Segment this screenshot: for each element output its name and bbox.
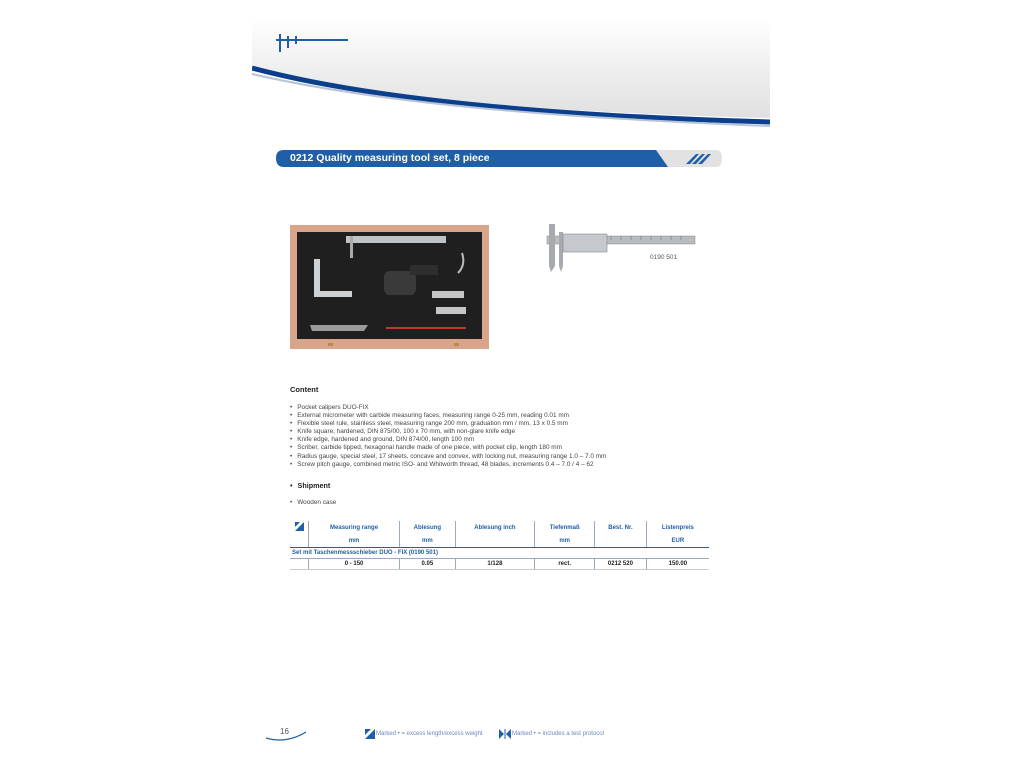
table-cell: 1/128 xyxy=(455,559,535,570)
table-cell: rect. xyxy=(535,559,595,570)
list-item: • Screw pitch gauge, combined metric ISO- and Whitworth thread, 48 blades, increments 0.4 – 7.0 / 4 – 62 xyxy=(290,461,606,469)
shipment-item: • Wooden case xyxy=(290,499,336,506)
caliper-code: 0190 501 xyxy=(650,254,678,261)
specs-table xyxy=(290,521,709,570)
header-banner xyxy=(252,18,770,130)
content-heading: Content xyxy=(290,385,319,394)
page-title: 0212 Quality measuring tool set, 8 piece xyxy=(290,152,490,164)
list-item: • Scriber, carbide tipped, hexagonal handle made of one piece, with pocket clip, length 180 mm xyxy=(290,444,606,452)
unit-cell: EUR xyxy=(646,536,709,548)
unit-cell: mm xyxy=(309,536,400,548)
footer-note-protocol: Marked • = includes a test protocol xyxy=(512,731,604,737)
list-item: • Knife square, hardened, DIN 875/00, 100 x 70 mm, with non-glare knife edge xyxy=(290,428,606,436)
list-item: • Flexible steel rule, stainless steel, measuring range 200 mm, graduation mm / mm, 13 x 0.5 mm xyxy=(290,420,606,428)
caliper-image xyxy=(541,222,696,276)
list-item: • External micrometer with carbide measuring faces, measuring range 0-25 mm, reading 0.01 mm xyxy=(290,412,606,420)
unit-cell xyxy=(595,536,647,548)
col-header: Measuring range xyxy=(309,521,400,536)
unit-cell xyxy=(290,536,309,548)
test-protocol-icon xyxy=(499,729,511,739)
table-group-row xyxy=(290,548,709,559)
table-cell: 150.00 xyxy=(646,559,709,570)
list-item: • Pocket calipers DUO-FIX xyxy=(290,404,606,412)
group-label: Set mit Taschenmessschieber DUO - FIX (0190 501) xyxy=(290,548,709,559)
table-units-row xyxy=(290,536,709,548)
unit-cell: mm xyxy=(400,536,456,548)
footer-note-excess: Marked • = excess length/excess weight xyxy=(376,731,483,737)
table-cell: 0 - 150 xyxy=(309,559,400,570)
col-header: Ablesung xyxy=(400,521,456,536)
content-list xyxy=(290,404,606,469)
unit-cell: mm xyxy=(535,536,595,548)
list-item: • Radius gauge, special steel, 17 sheets, concave and convex, with locking nut, measuring range 1.0 – 7.0 mm xyxy=(290,453,606,461)
table-cell: 0.05 xyxy=(400,559,456,570)
table-header-row xyxy=(290,521,709,536)
col-header: Tiefenmaß xyxy=(535,521,595,536)
tool-set-image xyxy=(290,225,489,349)
unit-cell xyxy=(455,536,535,548)
page-number: 16 xyxy=(280,727,289,736)
col-header: Best. Nr. xyxy=(595,521,647,536)
excess-length-icon xyxy=(365,729,375,739)
col-header: Listenpreis xyxy=(646,521,709,536)
col-header: Ablesung inch xyxy=(455,521,535,536)
table-row xyxy=(290,559,709,570)
table-cell: 0212 520 xyxy=(595,559,647,570)
excess-length-icon xyxy=(290,521,309,536)
table-cell xyxy=(290,559,309,570)
list-item: • Knife edge, hardened and ground, DIN 874/00, length 100 mm xyxy=(290,436,606,444)
shipment-heading: • Shipment xyxy=(290,481,330,490)
